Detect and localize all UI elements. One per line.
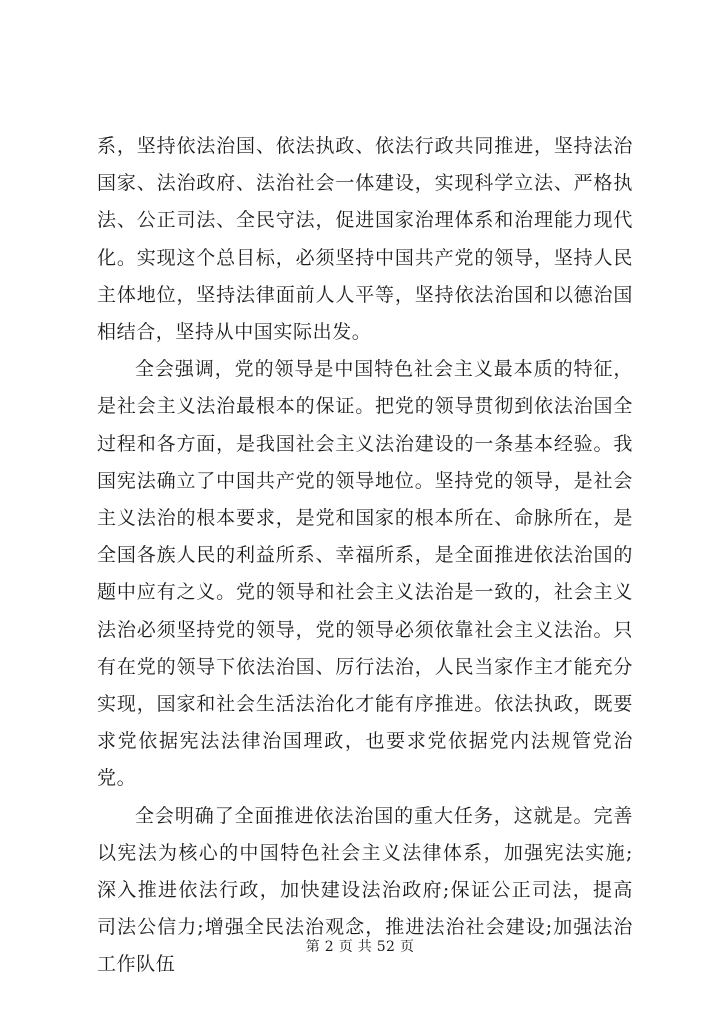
paragraph-1: 系，坚持依法治国、依法执政、依法行政共同推进，坚持法治国家、法治政府、法治社会一体建设，实现科学立法、严格执法、公正司法、全民守法，促进国家治理体系和治理能力现代化。实现这个总目标，必须坚持中国共产党的领导，坚持人民主体地位，坚持法律面前人人平等，坚持依法治国和以德治国相结合，坚持从中国实际出发。 [97,135,633,344]
paragraph-2: 全会强调，党的领导是中国特色社会主义最本质的特征，是社会主义法治最根本的保证。把党的领导贯彻到依法治国全过程和各方面，是我国社会主义法治建设的一条基本经验。我国宪法确立了中国共产党的领导地位。坚持党的领导，是社会主义法治的根本要求，是党和国家的根本所在、命脉所在，是全国各族人民的利益所系、幸福所系，是全面推进依法治国的题中应有之义。党的领导和社会主义法治是一致的，社会主义法治必须坚持党的领导，党的领导必须依靠社会主义法治。只有在党的领导下依法治国、厉行法治，人民当家作主才能充分实现，国家和社会生活法治化才能有序推进。依法执政，既要求党依据宪法法律治国理政，也要求党依据党内法规管党治党。 [97,358,633,790]
body-text [97,128,633,984]
page-footer: 第 2 页 共 52 页 [305,939,415,955]
paragraph-3: 全会明确了全面推进依法治国的重大任务，这就是。完善以宪法为核心的中国特色社会主义法律体系，加强宪法实施;深入推进依法行政，加快建设法治政府;保证公正司法，提高司法公信力;增强全民法治观念，推进法治社会建设;加强法治工作队伍 [97,804,633,976]
